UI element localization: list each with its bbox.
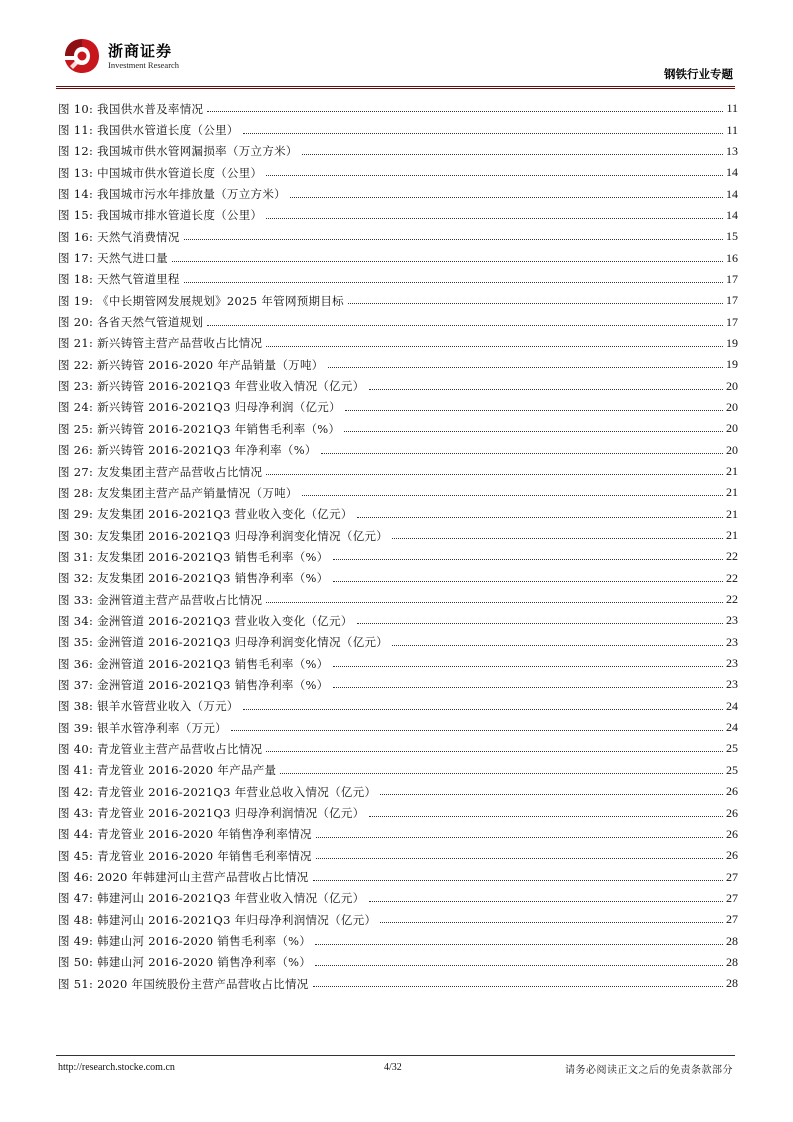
toc-entry-label: 图 36: 金洲管道 2016-2021Q3 销售毛利率（%） — [58, 656, 329, 671]
toc-entry-label: 图 17: 天然气进口量 — [58, 251, 168, 266]
toc-entry-page: 13 — [726, 143, 738, 158]
toc-entry-page: 11 — [726, 101, 738, 116]
toc-entry[interactable] — [58, 461, 738, 482]
toc-entry[interactable] — [58, 354, 738, 375]
toc-dot-leader — [392, 645, 723, 646]
toc-entry[interactable] — [58, 333, 738, 354]
toc-entry-page: 25 — [726, 741, 738, 756]
toc-entry-page: 22 — [726, 549, 738, 564]
toc-entry[interactable] — [58, 375, 738, 396]
toc-entry-label: 图 40: 青龙管业主营产品营收占比情况 — [58, 741, 263, 756]
toc-entry-label: 图 18: 天然气管道里程 — [58, 272, 180, 287]
toc-entry-page: 22 — [726, 592, 738, 607]
toc-dot-leader — [380, 794, 723, 795]
toc-entry-page: 24 — [726, 698, 738, 713]
toc-entry-page: 21 — [726, 506, 738, 521]
toc-dot-leader — [321, 453, 723, 454]
toc-dot-leader — [315, 965, 723, 966]
toc-entry-page: 20 — [726, 442, 738, 457]
figure-list — [58, 98, 738, 994]
toc-dot-leader — [280, 773, 723, 774]
header-divider-thin — [56, 88, 735, 89]
toc-entry-page: 23 — [726, 677, 738, 692]
toc-entry[interactable] — [58, 973, 738, 994]
toc-entry-label: 图 11: 我国供水管道长度（公里） — [58, 123, 239, 138]
toc-dot-leader — [266, 602, 723, 603]
toc-entry[interactable] — [58, 738, 738, 759]
toc-dot-leader — [357, 517, 723, 518]
toc-entry-page: 14 — [726, 207, 738, 222]
toc-entry-page: 19 — [726, 335, 738, 350]
toc-entry-page: 27 — [726, 869, 738, 884]
toc-dot-leader — [357, 623, 723, 624]
disclaimer-note: 请务必阅读正文之后的免责条款部分 — [565, 1065, 733, 1076]
toc-dot-leader — [172, 261, 723, 262]
toc-entry-page: 21 — [726, 464, 738, 479]
toc-entry[interactable] — [58, 269, 738, 290]
toc-entry-page: 23 — [726, 656, 738, 671]
toc-dot-leader — [369, 901, 724, 902]
toc-entry-page: 21 — [726, 528, 738, 543]
toc-entry-page: 20 — [726, 378, 738, 393]
toc-entry-label: 图 22: 新兴铸管 2016-2020 年产品销量（万吨） — [58, 357, 324, 372]
toc-entry-page: 23 — [726, 613, 738, 628]
toc-dot-leader — [348, 303, 723, 304]
toc-entry-page: 25 — [726, 762, 738, 777]
toc-entry[interactable] — [58, 568, 738, 589]
toc-dot-leader — [380, 922, 723, 923]
toc-entry[interactable] — [58, 888, 738, 909]
toc-entry-page: 24 — [726, 720, 738, 735]
toc-entry[interactable] — [58, 525, 738, 546]
header-divider — [56, 86, 735, 87]
toc-dot-leader — [369, 389, 724, 390]
toc-entry[interactable] — [58, 930, 738, 951]
footer-url[interactable]: http://research.stocke.com.cn — [58, 1062, 175, 1073]
toc-entry-label: 图 34: 金洲管道 2016-2021Q3 营业收入变化（亿元） — [58, 613, 353, 628]
toc-entry[interactable] — [58, 632, 738, 653]
toc-entry-label: 图 33: 金洲管道主营产品营收占比情况 — [58, 592, 263, 607]
toc-entry-page: 19 — [726, 357, 738, 372]
toc-entry[interactable] — [58, 290, 738, 311]
toc-entry-label: 图 46: 2020 年韩建河山主营产品营收占比情况 — [58, 870, 309, 885]
toc-entry-label: 图 49: 韩建山河 2016-2020 销售毛利率（%） — [58, 934, 312, 949]
toc-entry-page: 27 — [726, 912, 738, 927]
toc-entry[interactable] — [58, 183, 738, 204]
toc-entry-label: 图 30: 友发集团 2016-2021Q3 归母净利润变化情况（亿元） — [58, 528, 389, 543]
toc-entry-label: 图 21: 新兴铸管主营产品营收占比情况 — [58, 336, 263, 351]
toc-entry-label: 图 25: 新兴铸管 2016-2021Q3 年销售毛利率（%） — [58, 421, 341, 436]
toc-entry-page: 17 — [726, 314, 738, 329]
page-header — [0, 0, 793, 96]
toc-entry-page: 26 — [726, 784, 738, 799]
report-category: 钢铁行业专题 — [664, 67, 733, 81]
toc-dot-leader — [333, 687, 723, 688]
toc-entry-label: 图 39: 银羊水管净利率（万元） — [58, 720, 227, 735]
toc-entry-label: 图 10: 我国供水普及率情况 — [58, 101, 204, 116]
toc-entry-page: 17 — [726, 293, 738, 308]
toc-dot-leader — [344, 431, 723, 432]
toc-entry-label: 图 20: 各省天然气管道规划 — [58, 315, 204, 330]
toc-entry-label: 图 31: 友发集团 2016-2021Q3 销售毛利率（%） — [58, 549, 329, 564]
toc-entry[interactable] — [58, 226, 738, 247]
toc-entry-page: 14 — [726, 165, 738, 180]
toc-dot-leader — [328, 367, 723, 368]
toc-entry[interactable] — [58, 952, 738, 973]
toc-entry-page: 23 — [726, 634, 738, 649]
toc-entry-label: 图 15: 我国城市排水管道长度（公里） — [58, 208, 263, 223]
page-number: 4/32 — [384, 1062, 402, 1073]
toc-entry-label: 图 47: 韩建河山 2016-2021Q3 年营业收入情况（亿元） — [58, 891, 365, 906]
toc-entry-label: 图 45: 青龙管业 2016-2020 年销售毛利率情况 — [58, 848, 312, 863]
toc-entry[interactable] — [58, 674, 738, 695]
toc-entry-label: 图 42: 青龙管业 2016-2021Q3 年营业总收入情况（亿元） — [58, 784, 377, 799]
toc-entry[interactable] — [58, 802, 738, 823]
toc-entry-page: 28 — [726, 954, 738, 969]
brand-name-en: Investment Research — [108, 60, 180, 70]
toc-entry-label: 图 41: 青龙管业 2016-2020 年产品产量 — [58, 763, 277, 778]
toc-entry-label: 图 27: 友发集团主营产品营收占比情况 — [58, 464, 263, 479]
toc-entry[interactable] — [58, 311, 738, 332]
toc-entry[interactable] — [58, 824, 738, 845]
toc-entry[interactable] — [58, 205, 738, 226]
toc-dot-leader — [369, 816, 724, 817]
toc-entry-label: 图 16: 天然气消费情况 — [58, 229, 180, 244]
toc-entry-label: 图 37: 金洲管道 2016-2021Q3 销售净利率（%） — [58, 677, 329, 692]
toc-dot-leader — [231, 730, 723, 731]
toc-entry-label: 图 12: 我国城市供水管网漏损率（万立方米） — [58, 144, 298, 159]
toc-entry[interactable] — [58, 589, 738, 610]
toc-dot-leader — [316, 837, 723, 838]
toc-dot-leader — [207, 111, 723, 112]
toc-dot-leader — [316, 858, 723, 859]
toc-entry[interactable] — [58, 162, 738, 183]
toc-dot-leader — [243, 709, 723, 710]
brand-name-cn: 浙商证券 — [108, 42, 173, 60]
brand-logo — [62, 36, 202, 76]
toc-entry[interactable] — [58, 247, 738, 268]
toc-entry[interactable] — [58, 504, 738, 525]
toc-entry-page: 11 — [726, 122, 738, 137]
toc-entry[interactable] — [58, 440, 738, 461]
toc-entry-page: 20 — [726, 421, 738, 436]
toc-entry-label: 图 24: 新兴铸管 2016-2021Q3 归母净利润（亿元） — [58, 400, 341, 415]
toc-entry-page: 26 — [726, 848, 738, 863]
toc-entry-label: 图 23: 新兴铸管 2016-2021Q3 年营业收入情况（亿元） — [58, 379, 365, 394]
toc-entry-label: 图 14: 我国城市污水年排放量（万立方米） — [58, 187, 286, 202]
toc-dot-leader — [333, 559, 723, 560]
toc-entry[interactable] — [58, 909, 738, 930]
toc-entry-page: 28 — [726, 976, 738, 991]
toc-entry-label: 图 48: 韩建河山 2016-2021Q3 年归母净利润情况（亿元） — [58, 912, 377, 927]
toc-dot-leader — [184, 239, 723, 240]
toc-entry-label: 图 50: 韩建山河 2016-2020 销售净利率（%） — [58, 955, 312, 970]
toc-entry[interactable] — [58, 546, 738, 567]
toc-entry-page: 20 — [726, 399, 738, 414]
toc-entry-page: 16 — [726, 250, 738, 265]
toc-entry-page: 15 — [726, 229, 738, 244]
toc-dot-leader — [266, 474, 723, 475]
toc-entry[interactable] — [58, 610, 738, 631]
toc-entry[interactable] — [58, 653, 738, 674]
toc-entry[interactable] — [58, 696, 738, 717]
toc-entry-page: 22 — [726, 570, 738, 585]
toc-entry-page: 28 — [726, 933, 738, 948]
toc-entry[interactable] — [58, 717, 738, 738]
toc-dot-leader — [207, 325, 723, 326]
toc-entry-page: 27 — [726, 890, 738, 905]
footer-divider — [56, 1055, 735, 1056]
toc-entry-label: 图 35: 金洲管道 2016-2021Q3 归母净利润变化情况（亿元） — [58, 635, 389, 650]
toc-entry[interactable] — [58, 119, 738, 140]
toc-dot-leader — [184, 282, 723, 283]
toc-dot-leader — [333, 581, 723, 582]
toc-entry-label: 图 44: 青龙管业 2016-2020 年销售净利率情况 — [58, 827, 312, 842]
toc-entry-label: 图 43: 青龙管业 2016-2021Q3 归母净利润情况（亿元） — [58, 806, 365, 821]
toc-entry-label: 图 26: 新兴铸管 2016-2021Q3 年净利率（%） — [58, 443, 317, 458]
toc-entry[interactable] — [58, 866, 738, 887]
toc-dot-leader — [290, 197, 723, 198]
toc-dot-leader — [315, 944, 723, 945]
toc-entry-page: 14 — [726, 186, 738, 201]
toc-dot-leader — [313, 986, 723, 987]
toc-dot-leader — [266, 175, 723, 176]
toc-entry-page: 26 — [726, 826, 738, 841]
toc-dot-leader — [313, 880, 723, 881]
toc-dot-leader — [333, 666, 723, 667]
toc-dot-leader — [392, 538, 723, 539]
toc-entry[interactable] — [58, 98, 738, 119]
toc-dot-leader — [266, 751, 723, 752]
toc-entry[interactable] — [58, 482, 738, 503]
toc-entry[interactable] — [58, 397, 738, 418]
toc-entry-label: 图 29: 友发集团 2016-2021Q3 营业收入变化（亿元） — [58, 507, 353, 522]
toc-entry[interactable] — [58, 418, 738, 439]
toc-entry-page: 21 — [726, 485, 738, 500]
toc-entry[interactable] — [58, 760, 738, 781]
toc-dot-leader — [302, 154, 723, 155]
toc-entry-label: 图 28: 友发集团主营产品产销量情况（万吨） — [58, 485, 298, 500]
toc-dot-leader — [302, 495, 723, 496]
toc-entry[interactable] — [58, 845, 738, 866]
toc-dot-leader — [345, 410, 723, 411]
toc-entry-page: 17 — [726, 271, 738, 286]
toc-entry-label: 图 13: 中国城市供水管道长度（公里） — [58, 165, 263, 180]
toc-entry-label: 图 38: 银羊水管营业收入（万元） — [58, 699, 239, 714]
toc-dot-leader — [243, 133, 723, 134]
toc-dot-leader — [266, 218, 723, 219]
toc-dot-leader — [266, 346, 723, 347]
toc-entry-label: 图 32: 友发集团 2016-2021Q3 销售净利率（%） — [58, 571, 329, 586]
toc-entry[interactable] — [58, 781, 738, 802]
toc-entry-page: 26 — [726, 805, 738, 820]
zheshang-securities-logo-icon — [62, 36, 102, 76]
toc-entry-label: 图 19: 《中长期管网发展规划》2025 年管网预期目标 — [58, 293, 344, 308]
toc-entry[interactable] — [58, 141, 738, 162]
toc-entry-label: 图 51: 2020 年国统股份主营产品营收占比情况 — [58, 976, 309, 991]
